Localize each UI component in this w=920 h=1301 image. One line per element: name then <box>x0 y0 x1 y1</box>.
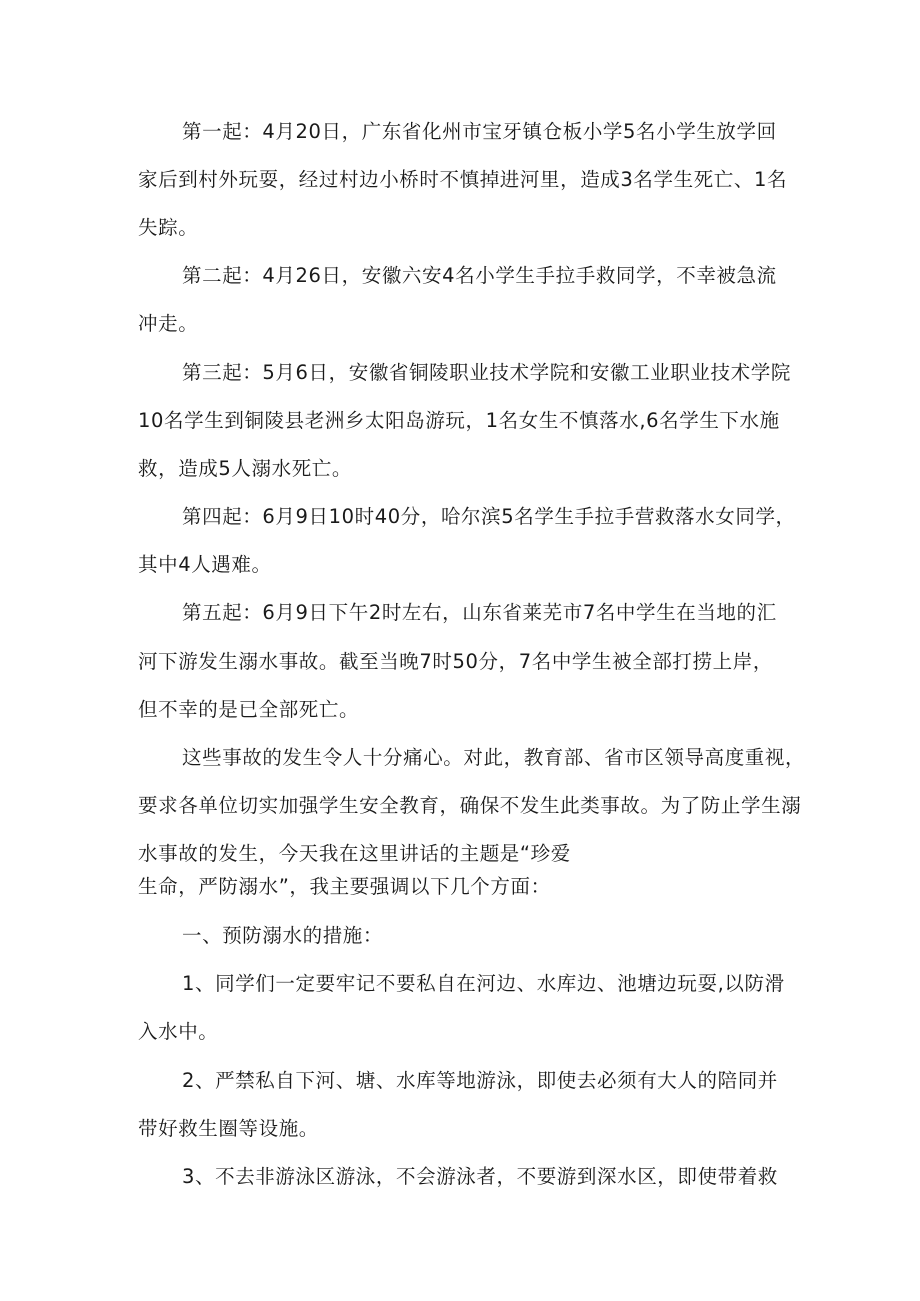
list-item-line: 2、严禁私自下河、塘、水库等地游泳，即使去必须有大人的陪同并 <box>182 1069 778 1092</box>
paragraph-line: 第五起：6月9日下午2时左右，山东省莱芜市7名中学生在当地的汇 <box>182 601 777 624</box>
paragraph-line: 第三起：5月6日，安徽省铜陵职业技术学院和安徽工业职业技术学院 <box>182 361 791 384</box>
paragraph-line: 第四起：6月9日10时40分，哈尔滨5名学生手拉手营救落水女同学， <box>182 505 796 528</box>
section-heading: 一、预防溺水的措施： <box>182 924 384 947</box>
paragraph-line: 家后到村外玩耍，经过村边小桥时不慎掉进河里，造成3名学生死亡、1名 <box>138 168 788 191</box>
paragraph-line: 水事故的发生，今天我在这里讲话的主题是“珍爱 <box>138 842 571 865</box>
list-item-line: 3、不去非游泳区游泳，不会游泳者，不要游到深水区，即使带着救 <box>182 1165 778 1188</box>
paragraph-line: 其中4人遇难。 <box>138 553 272 576</box>
paragraph-line: 第二起：4月26日，安徽六安4名小学生手拉手救同学，不幸被急流 <box>182 264 777 287</box>
list-item-line: 带好救生圈等设施。 <box>138 1117 319 1140</box>
paragraph-line: 要求各单位切实加强学生安全教育，确保不发生此类事故。为了防止学生溺 <box>138 794 802 817</box>
paragraph-line: 10名学生到铜陵县老洲乡太阳岛游玩，1名女生不慎落水,6名学生下水施 <box>138 409 780 432</box>
paragraph-line: 这些事故的发生令人十分痛心。对此，教育部、省市区领导高度重视， <box>182 746 806 769</box>
paragraph-line: 生命，严防溺水”，我主要强调以下几个方面： <box>138 875 551 898</box>
paragraph-line: 但不幸的是已全部死亡。 <box>138 698 360 721</box>
paragraph-line: 第一起：4月20日，广东省化州市宝牙镇仓板小学5名小学生放学回 <box>182 120 777 143</box>
list-item-line: 入水中。 <box>138 1020 219 1043</box>
list-item-line: 1、同学们一定要牢记不要私自在河边、水库边、池塘边玩耍,以防滑 <box>182 972 785 995</box>
paragraph-line: 冲走。 <box>138 312 199 335</box>
paragraph-line: 救，造成5人溺水死亡。 <box>138 457 353 480</box>
paragraph-line: 河下游发生溺水事故。截至当晚7时50分，7名中学生被全部打捞上岸， <box>138 650 773 673</box>
paragraph-line: 失踪。 <box>138 216 199 239</box>
